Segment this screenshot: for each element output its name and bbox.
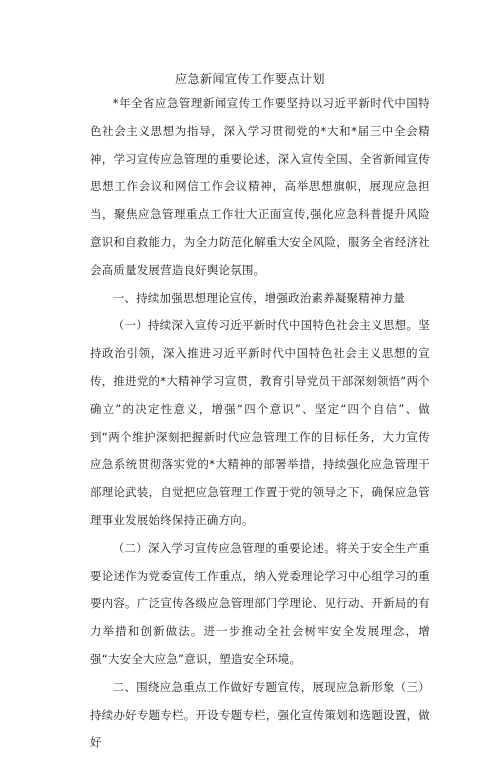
paragraph-intro: *年全省应急管理新闻宣传工作要坚持以习近平新时代中国特色社会主义思想为指导，深入学习贯彻党的*大和*届三中全会精神，学习宣传应急管理的重要论述，深入宣传全国、全省新闻宣传思想工作会议和网信工作会议精神，高举思想旗帜，展现应急担当，聚焦应急管理重点工作壮大正面宣传,强化应急科普提升风险意识和自救能力，为全力防范化解重大安全风险，服务全省经济社会高质量发展营造良好舆论氛围。 xyxy=(90,96,430,277)
paragraph-section-2: 二、围绕应急重点工作做好专题宣传，展现应急新形象（三）持续办好专题专栏。开设专题专栏，强化宣传策划和选题设置，做好 xyxy=(90,679,430,750)
paragraph-section-1-item-1: （一）持续深入宣传习近平新时代中国特色社会主义思想。坚持政治引领，深入推进习近平新时代中国特色社会主义思想的宣传，推进党的*大精神学习宣贯，教育引导党员干部深刻领悟“两个确立”的决定性意义，增强“四个意识”、坚定“四个自信”、做到“两个维护深刻把握新时代应急管理工作的目标任务，大力宣传应急系统贯彻落实党的*大精神的部署举措，持续强化应急管理干部理论武装，自觉把应急管理工作置于党的领导之下，确保应急管理事业发展始终保持正确方向。 xyxy=(90,318,430,527)
paragraph-section-1-item-2: （二）深入学习宣传应急管理的重要论述。将关于安全生产重要论述作为党委宣传工作重点，纳入党委理论学习中心组学习的重要内容。广泛宣传各级应急管理部门学理论、见行动、开新局的有力举措和创新做法。进一步推动全社会树牢安全发展理念，增强“大安全大应急”意识，塑造安全环境。 xyxy=(90,540,430,666)
document-body xyxy=(90,90,430,757)
section-heading-1: 一、持续加强思想理论宣传，增强政治素养凝聚精神力量 xyxy=(112,290,406,305)
document-title: 应急新闻宣传工作要点计划 xyxy=(174,72,325,86)
